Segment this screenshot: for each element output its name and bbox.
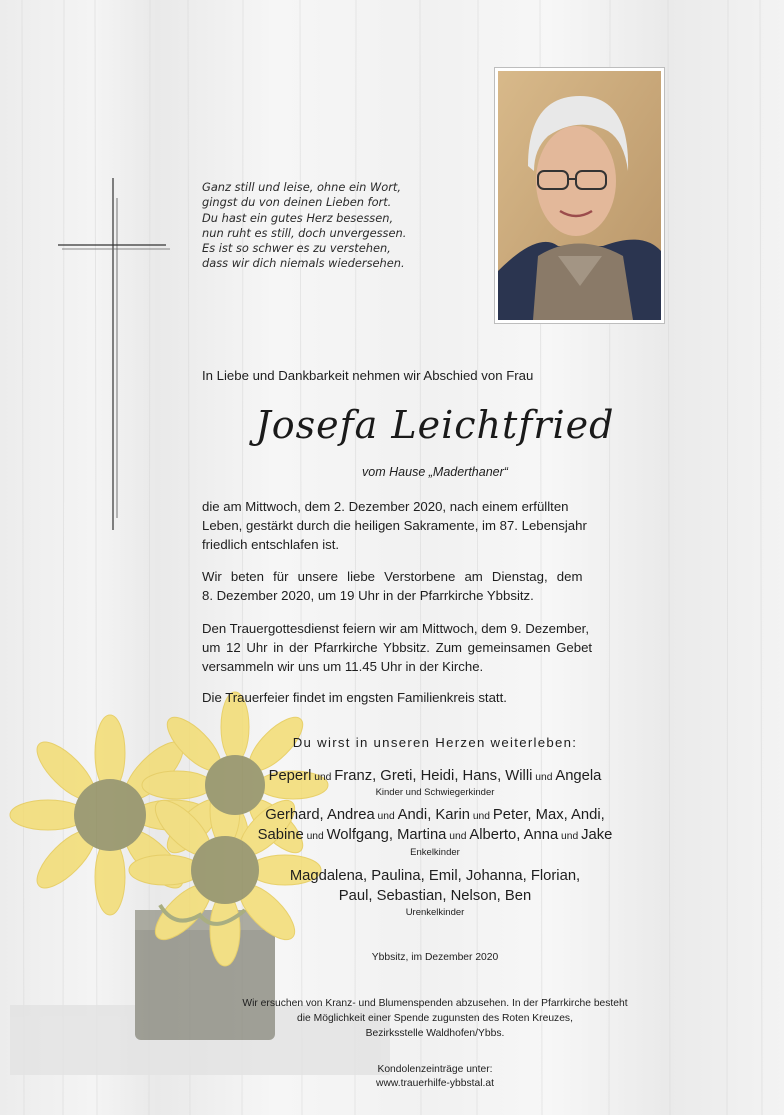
poem-line: Es ist so schwer es zu verstehen,	[202, 241, 391, 256]
poem-line: dass wir dich niemals wiedersehen.	[202, 256, 405, 271]
mourner-name: Jake	[581, 827, 613, 843]
grandchildren-names-line2	[0, 826, 784, 846]
text-line: Wir beten für unsere liebe Verstorbene am Dienstag, dem	[202, 569, 583, 584]
mourner-name: Angela	[555, 768, 602, 784]
text-line: Die Trauerfeier findet im engsten Familienkreis statt.	[202, 690, 507, 705]
place-date: Ybbsitz, im Dezember 2020	[371, 952, 499, 963]
text-line: 8. Dezember 2020, um 19 Uhr in der Pfarrkirche Ybbsitz.	[202, 588, 534, 603]
conjunction: und	[532, 772, 556, 783]
condolence-label: Kondolenzeinträge unter:	[377, 1064, 493, 1075]
great-grandchildren-label: Urenkelkinder	[405, 907, 465, 918]
conjunction: und	[374, 811, 398, 822]
mourner-name: Franz, Greti, Heidi, Hans, Willi	[334, 768, 533, 784]
conjunction: und	[311, 772, 335, 783]
text-line: Den Trauergottesdienst feiern wir am Mittwoch, dem 9. Dezember,	[202, 621, 589, 636]
intro-text: In Liebe und Dankbarkeit nehmen wir Abschied von Frau	[202, 368, 534, 383]
donation-line: die Möglichkeit einer Spende zugunsten des Roten Kreuzes,	[297, 1013, 573, 1024]
portrait-photo	[494, 67, 665, 324]
children-names	[0, 767, 784, 787]
grandchildren-names-line1	[0, 806, 784, 826]
text-line: Leben, gestärkt durch die heiligen Sakramente, im 87. Lebensjahr	[202, 518, 587, 533]
conjunction: und	[558, 831, 582, 842]
text-line: friedlich entschlafen ist.	[202, 537, 340, 552]
poem-line: Ganz still und leise, ohne ein Wort,	[202, 180, 402, 194]
poem-line: gingst du von deinen Lieben fort.	[202, 195, 392, 210]
conjunction: und	[469, 811, 493, 822]
mourner-name: Sabine	[257, 827, 304, 843]
great-grandchildren-names-line2: Paul, Sebastian, Nelson, Ben	[338, 888, 532, 904]
mourner-name: Wolfgang, Martina	[326, 827, 447, 843]
condolence-url[interactable]: www.trauerhilfe-ybbstal.at	[376, 1078, 494, 1089]
mourner-name: Alberto, Anna	[469, 827, 559, 843]
text-line	[202, 497, 636, 516]
line-text: die am Mittwoch, dem 2. Dezember 2020, nach einem erfüllten	[202, 499, 569, 514]
great-grandchildren-names-line1: Magdalena, Paulina, Emil, Johanna, Florian,	[289, 868, 581, 884]
conjunction: und	[303, 831, 327, 842]
mourner-name: Peperl	[268, 768, 312, 784]
donation-line: Wir ersuchen von Kranz- und Blumenspenden abzusehen. In der Pfarrkirche besteht	[242, 998, 628, 1009]
deceased-house: vom Hause „Maderthaner“	[362, 465, 508, 479]
prayer-paragraph	[202, 567, 636, 605]
mourner-name: Gerhard, Andrea	[265, 807, 375, 823]
portrait-image	[498, 71, 661, 320]
mourner-name: Peter, Max, Andi,	[492, 807, 605, 823]
text-line: um 12 Uhr in der Pfarrkirche Ybbsitz. Zum gemeinsamen Gebet	[202, 640, 593, 655]
death-notice-paragraph	[202, 497, 636, 554]
donation-line: Bezirksstelle Waldhofen/Ybbs.	[365, 1028, 505, 1039]
grandchildren-label: Enkelkinder	[410, 847, 460, 858]
poem-line: nun ruht es still, doch unvergessen.	[202, 225, 407, 240]
motto: Du wirst in unseren Herzen weiterleben:	[292, 735, 578, 750]
text-line: versammeln wir uns um 11.45 Uhr in der Kirche.	[202, 659, 484, 674]
children-label: Kinder und Schwiegerkinder	[375, 787, 495, 798]
poem	[202, 180, 492, 272]
funeral-service-paragraph	[202, 619, 636, 676]
deceased-name: Josefa Leichtfried	[255, 403, 615, 447]
conjunction: und	[446, 831, 470, 842]
poem-line: Du hast ein gutes Herz besessen,	[202, 210, 394, 225]
family-ceremony-paragraph	[202, 688, 636, 707]
mourner-name: Andi, Karin	[397, 807, 470, 823]
